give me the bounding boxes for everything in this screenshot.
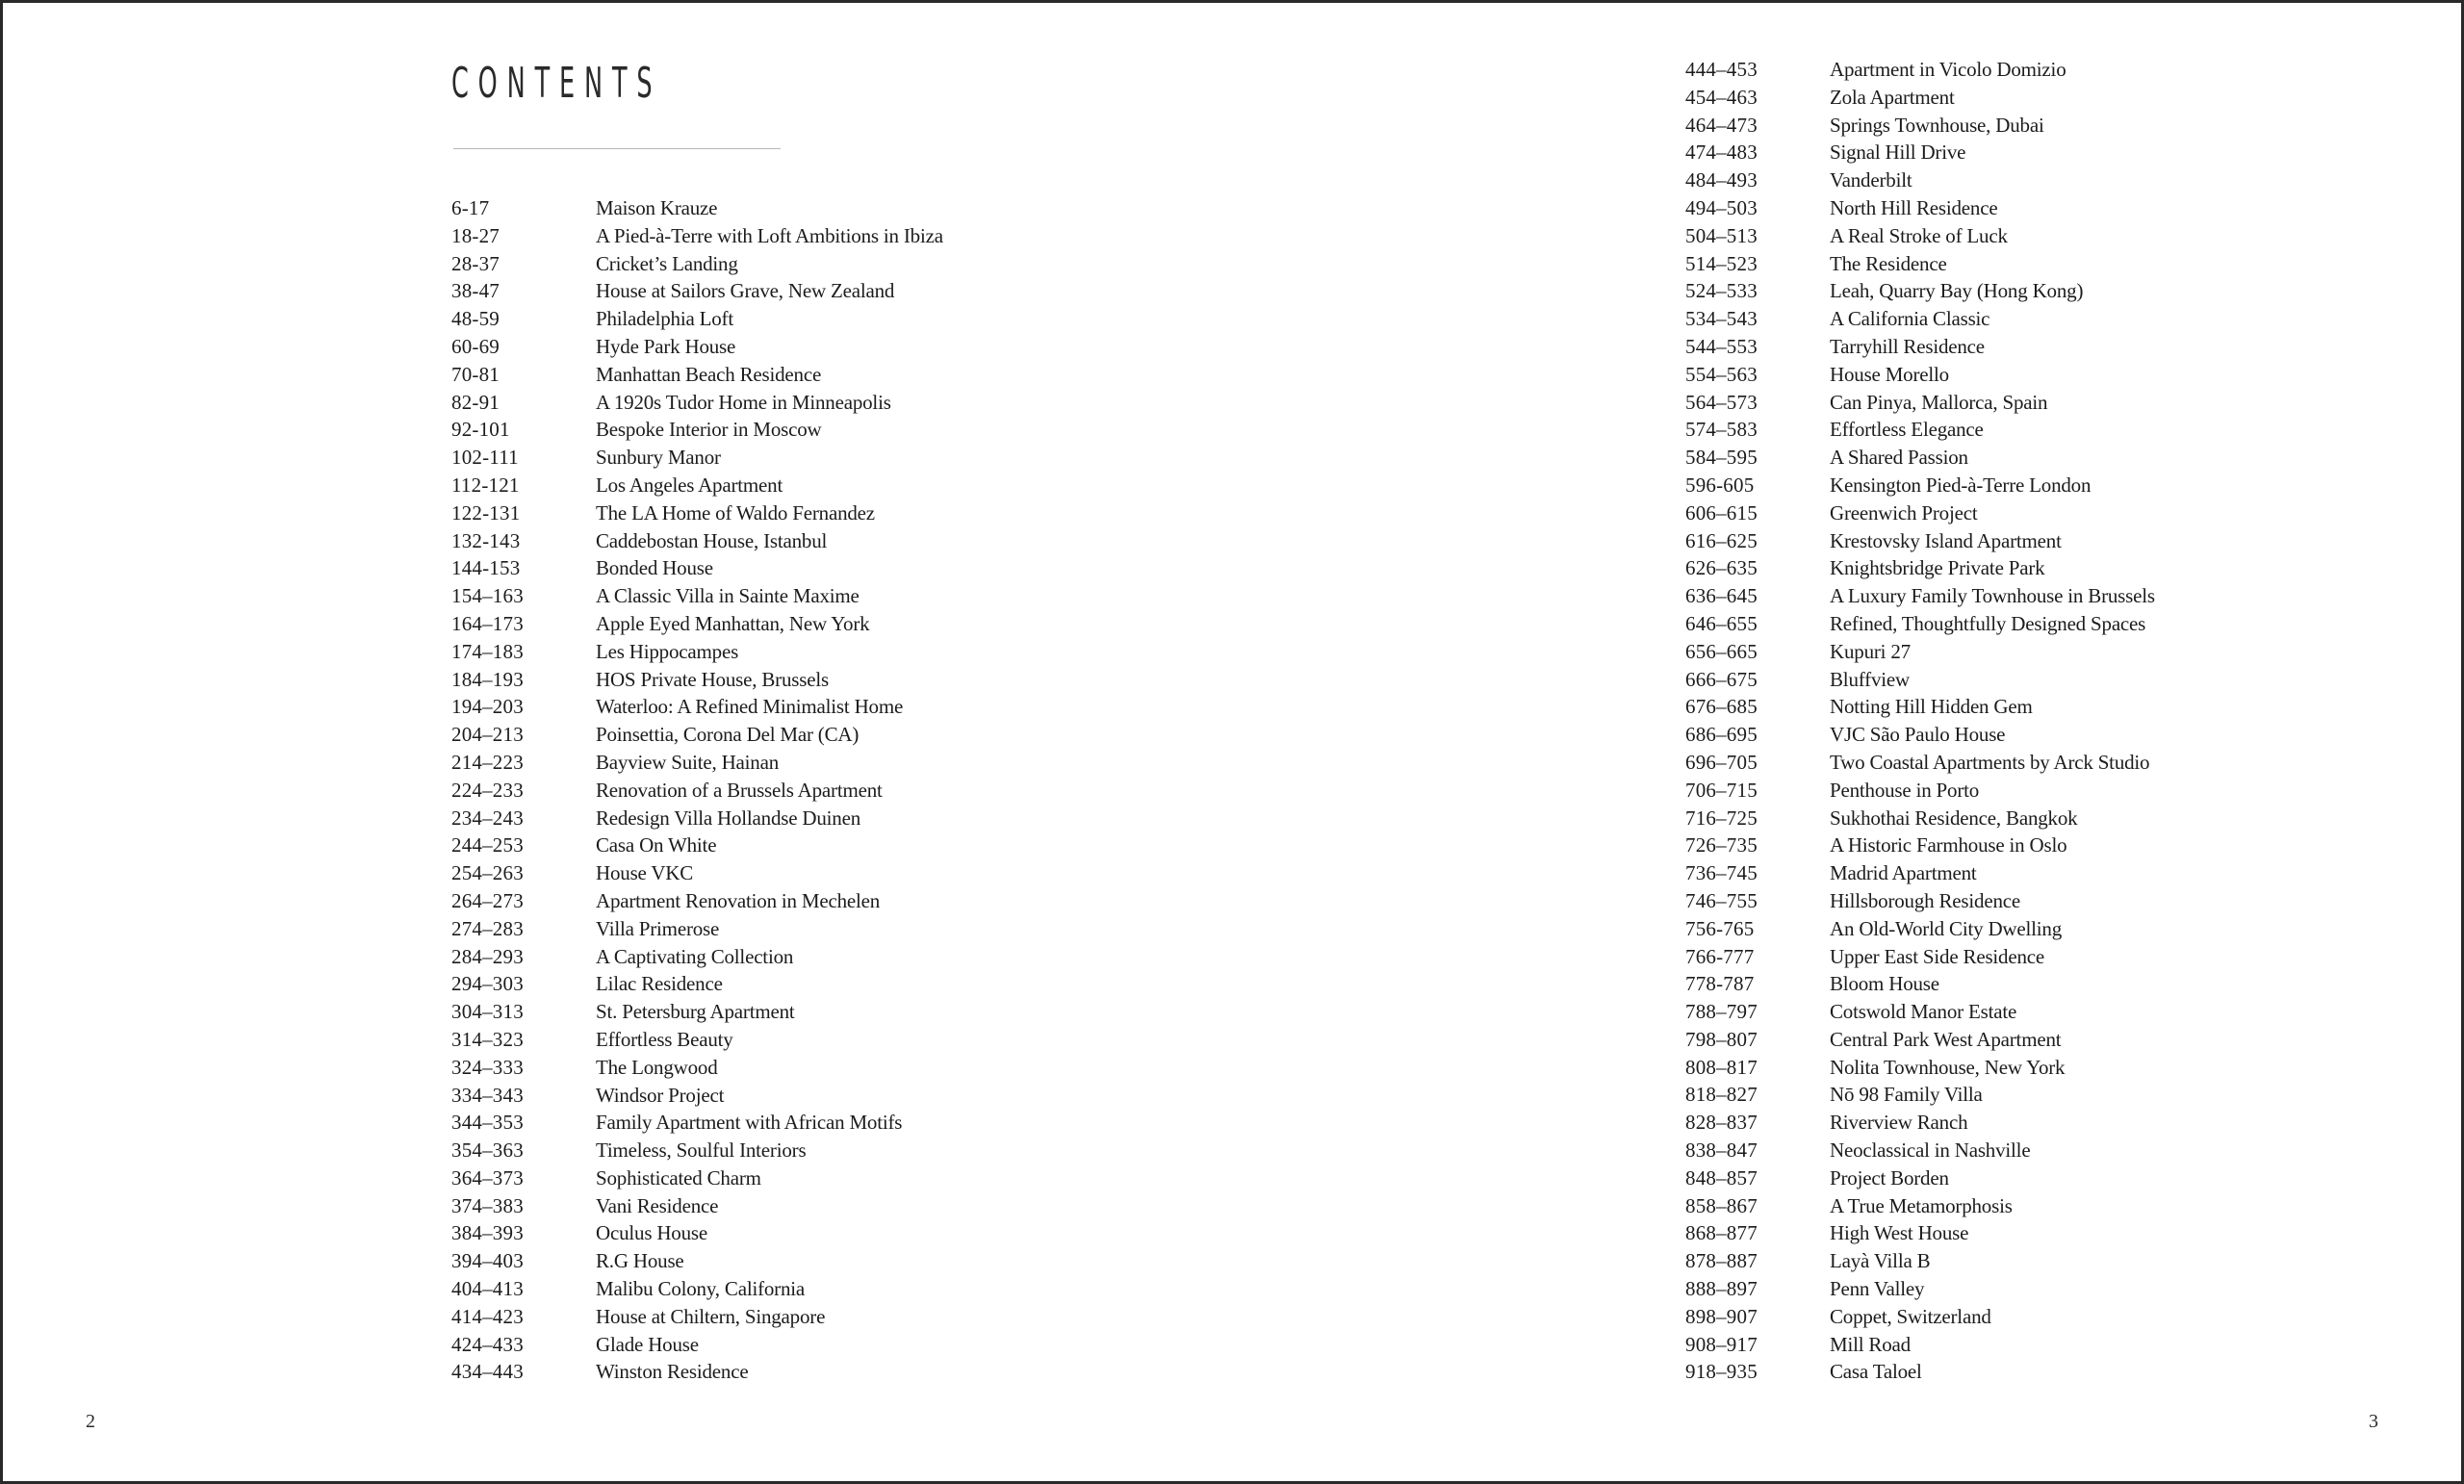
toc-entry	[1685, 472, 2155, 499]
toc-entry	[1685, 666, 2155, 694]
toc-page-range: 564–573	[1685, 390, 1758, 414]
toc-entry-title: House VKC	[596, 861, 694, 885]
toc-entry	[451, 998, 943, 1026]
toc-entry-title: House Morello	[1830, 362, 1949, 386]
toc-entry	[451, 1109, 943, 1137]
toc-entry-title: Oculus House	[596, 1221, 708, 1245]
toc-entry-title: Vanderbilt	[1830, 168, 1912, 192]
toc-page-range: 818–827	[1685, 1083, 1758, 1107]
toc-page-range: 314–323	[451, 1027, 524, 1051]
toc-entry	[1685, 610, 2155, 638]
toc-entry	[451, 1331, 943, 1359]
toc-entry	[1685, 1247, 2155, 1275]
toc-entry	[1685, 805, 2155, 832]
toc-entry-title: Family Apartment with African Motifs	[596, 1111, 903, 1135]
toc-entry	[451, 277, 943, 305]
toc-page-range: 464–473	[1685, 113, 1758, 137]
toc-entry	[451, 666, 943, 694]
toc-entry-title: R.G House	[596, 1249, 684, 1273]
toc-entry	[1685, 1081, 2155, 1109]
toc-entry-title: Timeless, Soulful Interiors	[596, 1139, 807, 1163]
toc-entry-title: Redesign Villa Hollandse Duinen	[596, 806, 861, 830]
toc-entry	[451, 1137, 943, 1164]
toc-page-range: 746–755	[1685, 888, 1758, 912]
toc-page-range: 686–695	[1685, 723, 1758, 747]
toc-page-range: 112-121	[451, 473, 520, 497]
toc-entry	[1685, 1331, 2155, 1359]
toc-entry-title: Renovation of a Brussels Apartment	[596, 778, 883, 802]
toc-page-range: 184–193	[451, 667, 524, 691]
toc-page-range: 706–715	[1685, 778, 1758, 802]
toc-entry-title: Penthouse in Porto	[1830, 778, 1980, 802]
toc-entry	[451, 1192, 943, 1220]
toc-entry-title: Cotswold Manor Estate	[1830, 1000, 2017, 1024]
toc-entry	[451, 859, 943, 887]
toc-entry	[1685, 499, 2155, 527]
toc-entry	[1685, 582, 2155, 610]
toc-page-range: 214–223	[451, 750, 524, 774]
toc-entry	[451, 361, 943, 389]
toc-page-range: 414–423	[451, 1304, 524, 1328]
toc-entry-title: Bonded House	[596, 556, 713, 580]
toc-page-range: 424–433	[451, 1332, 524, 1356]
toc-entry	[1685, 416, 2155, 444]
toc-entry	[451, 832, 943, 859]
toc-entry-title: Madrid Apartment	[1830, 861, 1977, 885]
toc-page-range: 374–383	[451, 1193, 524, 1217]
toc-entry-title: Apple Eyed Manhattan, New York	[596, 611, 870, 635]
toc-page-range: 324–333	[451, 1055, 524, 1079]
toc-entry	[451, 527, 943, 555]
toc-entry-title: Sunbury Manor	[596, 446, 721, 470]
toc-page-range: 364–373	[451, 1165, 524, 1190]
toc-entry-title: Mill Road	[1830, 1332, 1911, 1356]
toc-entry	[451, 222, 943, 250]
toc-entry-title: Zola Apartment	[1830, 85, 1955, 109]
toc-entry	[1685, 1164, 2155, 1192]
page-number-left: 2	[86, 1411, 95, 1432]
toc-page-range: 524–533	[1685, 279, 1758, 303]
toc-entry	[1685, 250, 2155, 278]
toc-entry-title: A Luxury Family Townhouse in Brussels	[1830, 584, 2155, 608]
toc-entry	[451, 416, 943, 444]
toc-entry-title: Coppet, Switzerland	[1830, 1304, 1991, 1328]
heading-divider	[453, 148, 781, 149]
toc-entry	[1685, 361, 2155, 389]
toc-page-range: 626–635	[1685, 556, 1758, 580]
toc-entry	[451, 250, 943, 278]
toc-page-range: 726–735	[1685, 833, 1758, 857]
toc-entry	[1685, 943, 2155, 971]
toc-entry-title: Waterloo: A Refined Minimalist Home	[596, 695, 904, 719]
toc-entry	[451, 1275, 943, 1303]
toc-page-range: 264–273	[451, 888, 524, 912]
toc-entry-title: Two Coastal Apartments by Arck Studio	[1830, 750, 2150, 774]
toc-entry-title: Hyde Park House	[596, 334, 736, 358]
toc-page-range: 838–847	[1685, 1139, 1758, 1163]
toc-entry-title: Notting Hill Hidden Gem	[1830, 695, 2033, 719]
toc-entry	[1685, 915, 2155, 943]
toc-entry-title: Casa Taloel	[1830, 1360, 1922, 1384]
contents-heading: CONTENTS	[451, 59, 662, 108]
toc-page-range: 766-777	[1685, 944, 1755, 968]
toc-page-range: 544–553	[1685, 334, 1758, 358]
toc-entry-title: Sophisticated Charm	[596, 1165, 761, 1190]
toc-page-range: 848–857	[1685, 1165, 1758, 1190]
toc-entry	[1685, 1054, 2155, 1082]
toc-entry-title: Kensington Pied-à-Terre London	[1830, 473, 2092, 497]
toc-page-range: 484–493	[1685, 168, 1758, 192]
toc-entry	[451, 1247, 943, 1275]
toc-page-range: 82-91	[451, 390, 500, 414]
toc-entry	[451, 1164, 943, 1192]
toc-entry-title: Sukhothai Residence, Bangkok	[1830, 806, 2078, 830]
toc-entry	[1685, 1275, 2155, 1303]
toc-entry	[1685, 1303, 2155, 1331]
toc-entry-title: An Old-World City Dwelling	[1830, 916, 2063, 940]
toc-entry-title: A Classic Villa in Sainte Maxime	[596, 584, 860, 608]
toc-entry-title: Philadelphia Loft	[596, 307, 733, 331]
toc-page-range: 676–685	[1685, 695, 1758, 719]
toc-page-range: 224–233	[451, 778, 524, 802]
toc-page-range: 334–343	[451, 1083, 524, 1107]
toc-page-range: 656–665	[1685, 639, 1758, 663]
toc-page-range: 234–243	[451, 806, 524, 830]
toc-entry-title: Apartment in Vicolo Domizio	[1830, 58, 2066, 81]
toc-page-range: 6-17	[451, 196, 490, 219]
toc-entry-title: Springs Townhouse, Dubai	[1830, 113, 2044, 137]
toc-page-range: 788–797	[1685, 1000, 1758, 1024]
toc-entry	[451, 1026, 943, 1054]
toc-entry	[451, 194, 943, 222]
toc-entry	[451, 499, 943, 527]
toc-entry-title: Kupuri 27	[1830, 639, 1911, 663]
toc-entry	[451, 582, 943, 610]
toc-entry	[451, 749, 943, 777]
toc-entry	[451, 693, 943, 721]
toc-entry	[451, 943, 943, 971]
toc-entry-title: Upper East Side Residence	[1830, 944, 2045, 968]
toc-entry-title: A Real Stroke of Luck	[1830, 223, 2008, 247]
toc-entry-title: Effortless Beauty	[596, 1027, 733, 1051]
toc-entry-title: Riverview Ranch	[1830, 1111, 1968, 1135]
toc-page-range: 616–625	[1685, 528, 1758, 552]
toc-entry	[1685, 721, 2155, 749]
toc-page-range: 514–523	[1685, 251, 1758, 275]
toc-page-range: 444–453	[1685, 58, 1758, 81]
toc-entry	[1685, 139, 2155, 166]
toc-entry	[1685, 333, 2155, 361]
toc-entry	[1685, 1192, 2155, 1220]
toc-entry	[1685, 1137, 2155, 1164]
toc-entry-title: A Historic Farmhouse in Oslo	[1830, 833, 2067, 857]
toc-entry-title: Les Hippocampes	[596, 639, 739, 663]
toc-entry-title: Villa Primerose	[596, 916, 720, 940]
toc-page-range: 574–583	[1685, 418, 1758, 442]
toc-entry-title: The Residence	[1830, 251, 1947, 275]
toc-page-range: 716–725	[1685, 806, 1758, 830]
toc-page-range: 898–907	[1685, 1304, 1758, 1328]
toc-entry-title: Penn Valley	[1830, 1277, 1925, 1301]
toc-entry-title: Windsor Project	[596, 1083, 725, 1107]
toc-page-range: 828–837	[1685, 1111, 1758, 1135]
toc-page-range: 858–867	[1685, 1193, 1758, 1217]
toc-entry-title: Krestovsky Island Apartment	[1830, 528, 2062, 552]
toc-entry	[1685, 998, 2155, 1026]
toc-entry-title: Refined, Thoughtfully Designed Spaces	[1830, 611, 2146, 635]
toc-page-range: 92-101	[451, 418, 510, 442]
toc-entry	[1685, 444, 2155, 472]
toc-page-range: 778-787	[1685, 972, 1755, 996]
toc-page-range: 756-765	[1685, 916, 1755, 940]
toc-page-range: 878–887	[1685, 1249, 1758, 1273]
toc-page-range: 736–745	[1685, 861, 1758, 885]
toc-entry	[1685, 1109, 2155, 1137]
page-number-right: 3	[2369, 1411, 2378, 1432]
toc-entry	[1685, 693, 2155, 721]
toc-page-range: 204–213	[451, 723, 524, 747]
toc-page-range: 122-131	[451, 500, 521, 525]
toc-entry-title: HOS Private House, Brussels	[596, 667, 829, 691]
toc-entry	[451, 887, 943, 915]
toc-entry-title: Winston Residence	[596, 1360, 749, 1384]
toc-entry-title: Caddebostan House, Istanbul	[596, 528, 828, 552]
toc-entry-title: Casa On White	[596, 833, 717, 857]
toc-page-range: 354–363	[451, 1139, 524, 1163]
toc-entry-title: House at Chiltern, Singapore	[596, 1304, 826, 1328]
toc-page-range: 434–443	[451, 1360, 524, 1384]
toc-page-range: 394–403	[451, 1249, 524, 1273]
toc-page-range: 344–353	[451, 1111, 524, 1135]
toc-entry-title: Tarryhill Residence	[1830, 334, 1985, 358]
toc-page-range: 38-47	[451, 279, 500, 303]
toc-entry	[1685, 970, 2155, 998]
toc-page-range: 888–897	[1685, 1277, 1758, 1301]
toc-entry-title: Greenwich Project	[1830, 500, 1978, 525]
toc-entry-title: Leah, Quarry Bay (Hong Kong)	[1830, 279, 2084, 303]
toc-entry	[1685, 554, 2155, 582]
toc-entry-title: Signal Hill Drive	[1830, 141, 1966, 165]
toc-page-range: 154–163	[451, 584, 524, 608]
toc-page-range: 274–283	[451, 916, 524, 940]
toc-page-range: 48-59	[451, 307, 500, 331]
toc-page-range: 584–595	[1685, 446, 1758, 470]
toc-entry	[1685, 389, 2155, 417]
toc-entry-title: Maison Krauze	[596, 196, 718, 219]
toc-entry	[1685, 749, 2155, 777]
toc-page-range: 454–463	[1685, 85, 1758, 109]
toc-page-range: 474–483	[1685, 141, 1758, 165]
toc-entry-title: Effortless Elegance	[1830, 418, 1984, 442]
toc-page-range: 18-27	[451, 223, 500, 247]
toc-entry	[1685, 194, 2155, 222]
toc-entry	[1685, 1358, 2155, 1386]
toc-entry	[1685, 112, 2155, 140]
toc-page-range: 132-143	[451, 528, 521, 552]
toc-left-column	[451, 194, 943, 1386]
toc-page-range: 194–203	[451, 695, 524, 719]
toc-entry	[1685, 859, 2155, 887]
toc-page-range: 666–675	[1685, 667, 1758, 691]
toc-entry	[451, 805, 943, 832]
toc-page-range: 254–263	[451, 861, 524, 885]
toc-entry-title: Poinsettia, Corona Del Mar (CA)	[596, 723, 860, 747]
toc-entry-title: Nō 98 Family Villa	[1830, 1083, 1983, 1107]
toc-entry-title: Bayview Suite, Hainan	[596, 750, 780, 774]
toc-entry	[1685, 887, 2155, 915]
toc-entry-title: The LA Home of Waldo Fernandez	[596, 500, 875, 525]
toc-entry	[1685, 1219, 2155, 1247]
toc-entry	[1685, 638, 2155, 666]
toc-entry	[1685, 832, 2155, 859]
toc-entry	[1685, 305, 2155, 333]
toc-page-range: 174–183	[451, 639, 524, 663]
toc-page-range: 284–293	[451, 944, 524, 968]
toc-page-range: 868–877	[1685, 1221, 1758, 1245]
toc-entry-title: Manhattan Beach Residence	[596, 362, 822, 386]
toc-page-range: 646–655	[1685, 611, 1758, 635]
toc-page-range: 144-153	[451, 556, 521, 580]
toc-entry-title: Vani Residence	[596, 1193, 719, 1217]
toc-page-range: 908–917	[1685, 1332, 1758, 1356]
toc-page-range: 504–513	[1685, 223, 1758, 247]
toc-entry-title: North Hill Residence	[1830, 195, 1998, 219]
toc-entry-title: A 1920s Tudor Home in Minneapolis	[596, 390, 891, 414]
toc-entry-title: Bespoke Interior in Moscow	[596, 418, 822, 442]
toc-entry-title: Apartment Renovation in Mechelen	[596, 888, 881, 912]
toc-entry-title: Project Borden	[1830, 1165, 1949, 1190]
toc-entry	[1685, 84, 2155, 112]
toc-page-range: 554–563	[1685, 362, 1758, 386]
toc-page-range: 636–645	[1685, 584, 1758, 608]
toc-entry-title: House at Sailors Grave, New Zealand	[596, 279, 895, 303]
toc-page-range: 534–543	[1685, 307, 1758, 331]
toc-page-range: 606–615	[1685, 500, 1758, 525]
toc-page-range: 244–253	[451, 833, 524, 857]
toc-entry	[1685, 56, 2155, 84]
toc-entry	[451, 610, 943, 638]
toc-entry-title: A True Metamorphosis	[1830, 1193, 2013, 1217]
toc-entry-title: Layà Villa B	[1830, 1249, 1931, 1273]
toc-page-range: 294–303	[451, 972, 524, 996]
toc-page-range: 102-111	[451, 446, 519, 470]
toc-entry-title: St. Petersburg Apartment	[596, 1000, 795, 1024]
toc-entry	[451, 638, 943, 666]
toc-entry	[451, 554, 943, 582]
toc-entry	[451, 305, 943, 333]
toc-page-range: 494–503	[1685, 195, 1758, 219]
toc-page-range: 384–393	[451, 1221, 524, 1245]
toc-entry-title: High West House	[1830, 1221, 1969, 1245]
toc-entry-title: Can Pinya, Mallorca, Spain	[1830, 390, 2048, 414]
toc-entry	[1685, 222, 2155, 250]
toc-page-range: 70-81	[451, 362, 500, 386]
toc-entry-title: VJC São Paulo House	[1830, 723, 2006, 747]
toc-entry	[1685, 527, 2155, 555]
toc-entry	[451, 389, 943, 417]
toc-entry-title: A Shared Passion	[1830, 446, 1968, 470]
toc-entry	[451, 1303, 943, 1331]
toc-entry	[1685, 1026, 2155, 1054]
toc-entry-title: Cricket’s Landing	[596, 251, 738, 275]
toc-entry-title: Glade House	[596, 1332, 699, 1356]
toc-entry-title: The Longwood	[596, 1055, 718, 1079]
toc-entry-title: Malibu Colony, California	[596, 1277, 806, 1301]
toc-entry	[1685, 777, 2155, 805]
toc-entry	[451, 777, 943, 805]
toc-entry-title: Lilac Residence	[596, 972, 723, 996]
toc-entry-title: A Pied-à-Terre with Loft Ambitions in Ibiza	[596, 223, 943, 247]
toc-entry	[451, 472, 943, 499]
toc-entry	[451, 915, 943, 943]
toc-page-range: 596-605	[1685, 473, 1755, 497]
toc-entry	[451, 1054, 943, 1082]
toc-page-range: 798–807	[1685, 1027, 1758, 1051]
toc-entry-title: Neoclassical in Nashville	[1830, 1139, 2031, 1163]
toc-page-range: 60-69	[451, 334, 500, 358]
toc-entry	[1685, 277, 2155, 305]
toc-entry	[451, 444, 943, 472]
toc-page-range: 404–413	[451, 1277, 524, 1301]
toc-entry-title: Central Park West Apartment	[1830, 1027, 2062, 1051]
toc-page-range: 696–705	[1685, 750, 1758, 774]
toc-entry	[451, 1358, 943, 1386]
toc-entry-title: Nolita Townhouse, New York	[1830, 1055, 2066, 1079]
toc-page-range: 808–817	[1685, 1055, 1758, 1079]
toc-entry	[451, 333, 943, 361]
toc-entry-title: A California Classic	[1830, 307, 1990, 331]
toc-entry-title: Bloom House	[1830, 972, 1939, 996]
toc-entry	[451, 1082, 943, 1110]
toc-page-range: 304–313	[451, 1000, 524, 1024]
toc-right-column	[1685, 56, 2155, 1386]
toc-entry	[451, 1219, 943, 1247]
toc-entry	[451, 970, 943, 998]
toc-page-range: 164–173	[451, 611, 524, 635]
toc-page-range: 28-37	[451, 251, 500, 275]
toc-entry	[1685, 166, 2155, 194]
toc-entry	[451, 721, 943, 749]
toc-entry-title: Bluffview	[1830, 667, 1910, 691]
toc-entry-title: Hillsborough Residence	[1830, 888, 2020, 912]
toc-entry-title: Knightsbridge Private Park	[1830, 556, 2045, 580]
toc-page-range: 918–935	[1685, 1360, 1758, 1384]
toc-entry-title: A Captivating Collection	[596, 944, 794, 968]
toc-entry-title: Los Angeles Apartment	[596, 473, 783, 497]
